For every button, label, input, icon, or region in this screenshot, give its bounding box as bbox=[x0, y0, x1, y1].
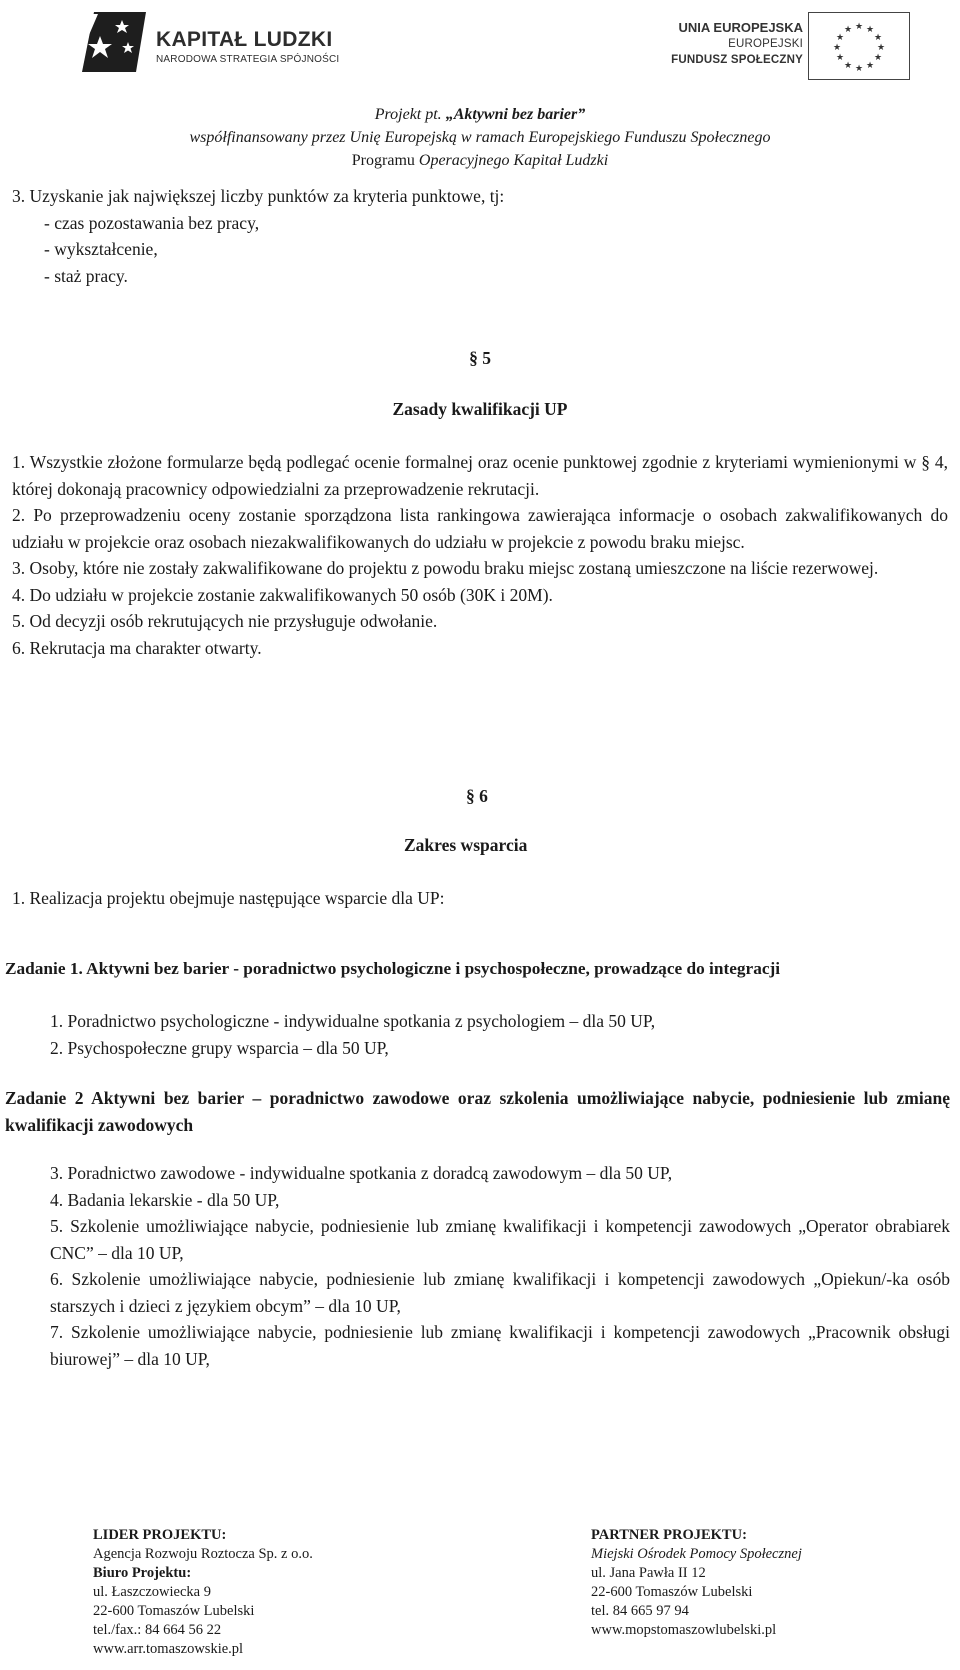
task2-list bbox=[50, 1160, 950, 1372]
svg-text:★: ★ bbox=[854, 63, 864, 73]
partner-name: Miejski Ośrodek Pomocy Społecznej bbox=[591, 1546, 802, 1562]
project-title-line bbox=[0, 103, 960, 126]
svg-text:★: ★ bbox=[832, 42, 842, 52]
svg-text:★: ★ bbox=[865, 60, 875, 70]
programme-prefix: Programu bbox=[351, 152, 419, 169]
section6-number: § 6 bbox=[466, 786, 488, 806]
leader-name: Agencja Rozwoju Roztocza Sp. z o.o. bbox=[93, 1546, 313, 1562]
task2-item: 3. Poradnictwo zawodowe - indywidualne spotkania z doradcą zawodowym – dla 50 UP, bbox=[50, 1163, 673, 1183]
programme-line bbox=[0, 149, 960, 172]
partner-heading: PARTNER PROJEKTU: bbox=[591, 1527, 747, 1543]
section6-intro: 1. Realizacja projektu obejmuje następujące wsparcie dla UP: bbox=[12, 888, 445, 908]
section5-item: 2. Po przeprowadzeniu oceny zostanie sporządzona lista rankingowa zawierająca informacje o osobach zakwalifikowanych do udziału w projekcie oraz osobach niezakwalifikowanych do udziału w projekcie z powodu braku miejsc. bbox=[12, 505, 948, 552]
eu-logo-text bbox=[671, 20, 803, 68]
section5-number: § 5 bbox=[469, 348, 491, 368]
svg-text:★: ★ bbox=[873, 52, 883, 62]
task1-item: 1. Poradnictwo psychologiczne - indywidualne spotkania z psychologiem – dla 50 UP, bbox=[50, 1011, 656, 1031]
partner-city: 22-600 Tomaszów Lubelski bbox=[591, 1584, 753, 1600]
section5-item: 6. Rekrutacja ma charakter otwarty. bbox=[12, 637, 262, 658]
eu-logo bbox=[630, 12, 930, 82]
section5-item: 4. Do udziału w projekcie zostanie zakwalifikowanych 50 osób (30K i 20M). bbox=[12, 584, 553, 605]
logo-left-title: KAPITAŁ LUDZKI bbox=[156, 28, 333, 51]
eu-logo-line2: EUROPEJSKI bbox=[728, 38, 803, 50]
leader-phone: tel./fax.: 84 664 56 22 bbox=[93, 1622, 222, 1638]
leader-street: ul. Łaszczowiecka 9 bbox=[93, 1584, 211, 1600]
criteria-intro: 3. Uzyskanie jak największej liczby punktów za kryteria punktowe, tj: bbox=[12, 186, 505, 206]
svg-text:★: ★ bbox=[843, 60, 853, 70]
partner-street: ul. Jana Pawła II 12 bbox=[591, 1565, 706, 1581]
section5-item: 3. Osoby, które nie zostały zakwalifikowane do projektu z powodu braku miejsc zostaną umieszczone na liście rezerwowej. bbox=[12, 558, 879, 578]
section5-list bbox=[12, 449, 948, 661]
criteria-item: - staż pracy. bbox=[44, 265, 128, 286]
partner-phone: tel. 84 665 97 94 bbox=[591, 1603, 689, 1619]
task2-item: 6. Szkolenie umożliwiające nabycie, podniesienie lub zmianę kwalifikacji i kompetencji zawodowych „Opiekun/-ka osób starszych i dzieci z językiem obcym” – dla 10 UP, bbox=[50, 1269, 950, 1316]
logo-left-subtitle: NARODOWA STRATEGIA SPÓJNOŚCI bbox=[156, 54, 340, 65]
svg-text:★: ★ bbox=[873, 32, 883, 42]
svg-text:★: ★ bbox=[843, 24, 853, 34]
task1-list bbox=[50, 1008, 950, 1061]
leader-www: www.arr.tomaszowskie.pl bbox=[93, 1641, 244, 1657]
section5-item: 1. Wszystkie złożone formularze będą podlegać ocenie formalnej oraz ocenie punktowej zgodnie z kryteriami wymienionymi w § 4, której dokonają pracownicy odpowiedzialni za przeprowadzenie rekrutacji. bbox=[12, 452, 948, 499]
task1-item: 2. Psychospołeczne grupy wsparcia – dla 50 UP, bbox=[50, 1037, 389, 1058]
leader-heading: LIDER PROJEKTU: bbox=[93, 1527, 227, 1543]
task2-title: Zadanie 2 Aktywni bez barier – poradnictwo zawodowe oraz szkolenia umożliwiające nabycie, podniesienie lub zmianę kwalifikacji zawodowych bbox=[5, 1088, 950, 1135]
eu-flag-icon bbox=[808, 12, 910, 80]
criteria-item: - czas pozostawania bez pracy, bbox=[44, 212, 260, 233]
footer-partner bbox=[591, 1526, 951, 1640]
project-title: „Aktywni bez barier” bbox=[445, 106, 586, 123]
svg-text:★: ★ bbox=[876, 42, 886, 52]
project-prefix: Projekt pt. bbox=[374, 106, 446, 123]
project-header bbox=[0, 103, 960, 172]
svg-text:★: ★ bbox=[835, 32, 845, 42]
kapital-ludzki-emblem-icon bbox=[78, 6, 150, 76]
svg-text:★: ★ bbox=[835, 52, 845, 62]
section5-item: 5. Od decyzji osób rekrutujących nie przysługuje odwołanie. bbox=[12, 611, 438, 631]
partner-www: www.mopstomaszowlubelski.pl bbox=[591, 1622, 777, 1638]
kapital-ludzki-logo bbox=[78, 6, 378, 76]
eu-logo-line1: UNIA EUROPEJSKA bbox=[678, 20, 803, 35]
section5-title: Zasady kwalifikacji UP bbox=[392, 399, 568, 419]
task2-item: 7. Szkolenie umożliwiające nabycie, podniesienie lub zmianę kwalifikacji i kompetencji zawodowych „Pracownik obsługi biurowej” – dla 10 UP, bbox=[50, 1322, 950, 1369]
section6-title: Zakres wsparcia bbox=[404, 835, 528, 855]
programme-name: Operacyjnego Kapitał Ludzki bbox=[418, 152, 609, 169]
criteria-item: - wykształcenie, bbox=[44, 239, 158, 259]
task2-item: 5. Szkolenie umożliwiające nabycie, podniesienie lub zmianę kwalifikacji i kompetencji zawodowych „Operator obrabiarek CNC” – dla 10 UP, bbox=[50, 1216, 950, 1263]
svg-text:★: ★ bbox=[854, 21, 864, 31]
svg-text:★: ★ bbox=[865, 24, 875, 34]
leader-city: 22-600 Tomaszów Lubelski bbox=[93, 1603, 255, 1619]
criteria-block bbox=[12, 183, 912, 289]
leader-office-heading: Biuro Projektu: bbox=[93, 1565, 192, 1581]
footer-leader bbox=[93, 1526, 493, 1659]
cofinanced-line: współfinansowany przez Unię Europejską w ramach Europejskiego Funduszu Społecznego bbox=[189, 129, 771, 146]
task1-title: Zadanie 1. Aktywni bez barier - poradnictwo psychologiczne i psychospołeczne, prowadzące do integracji bbox=[5, 959, 781, 978]
task2-item: 4. Badania lekarskie - dla 50 UP, bbox=[50, 1189, 280, 1210]
eu-logo-line3: FUNDUSZ SPOŁECZNY bbox=[671, 54, 803, 66]
